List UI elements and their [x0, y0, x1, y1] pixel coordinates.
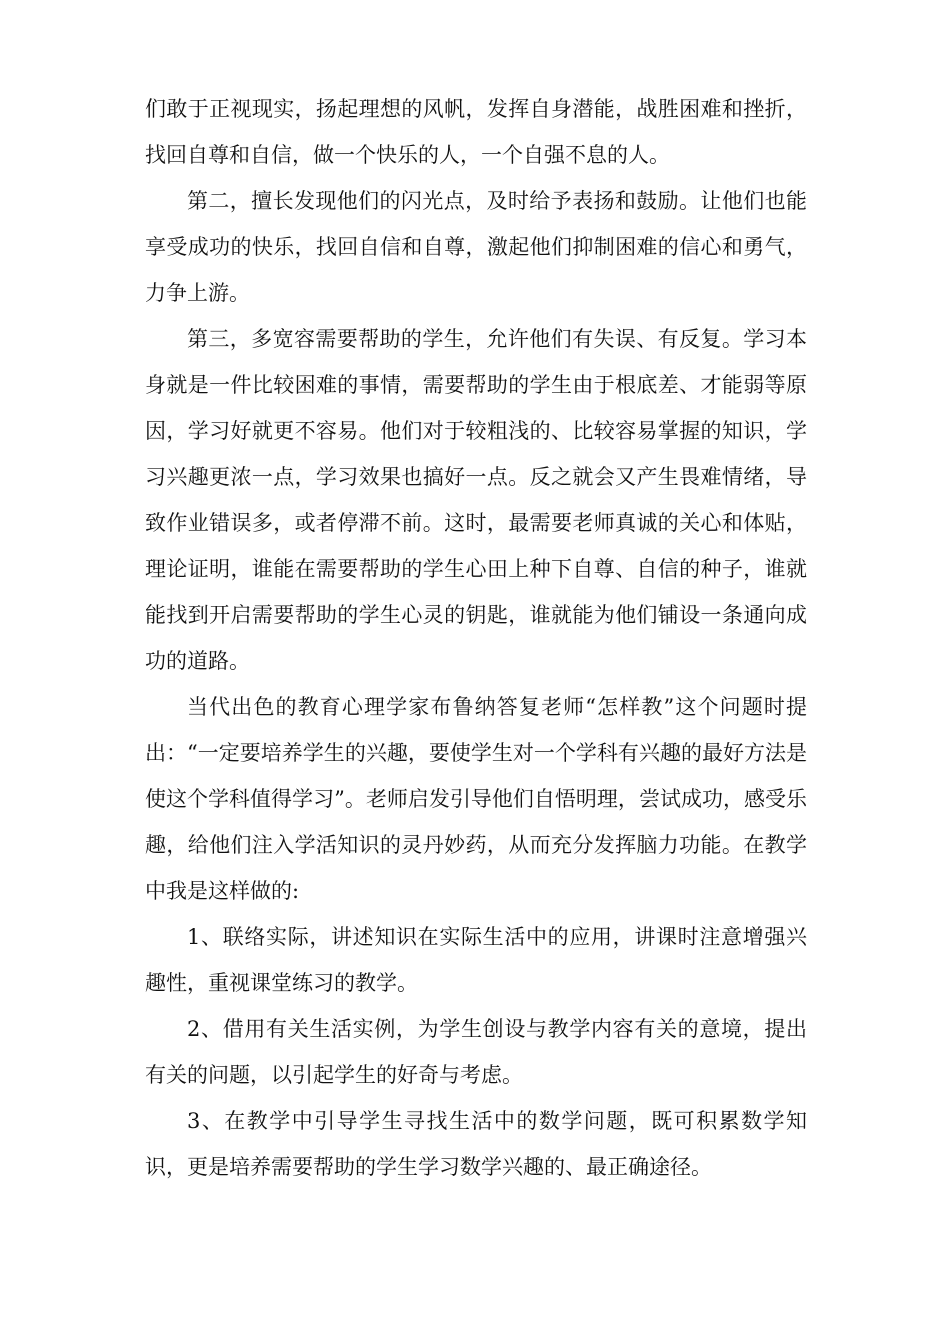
- list-item-1: 1、联络实际，讲述知识在实际生活中的应用，讲课时注意增强兴趣性，重视课堂练习的教学。: [145, 925, 807, 995]
- paragraph-4: 当代出色的教育心理学家布鲁纳答复老师“怎样教”这个问题时提出：“一定要培养学生的兴趣，要使学生对一个学科有兴趣的最好方法是使这个学科值得学习”。老师启发引导他们自悟明理，尝试成功，感受乐趣，给他们注入学活知识的灵丹妙药，从而充分发挥脑力功能。在教学中我是这样做的:: [145, 695, 807, 903]
- list-item-2: 2、借用有关生活实例，为学生创设与教学内容有关的意境，提出有关的问题，以引起学生的好奇与考虑。: [145, 1017, 807, 1087]
- paragraph-2: 第二，擅长发现他们的闪光点，及时给予表扬和鼓励。让他们也能享受成功的快乐，找回自信和自尊，激起他们抑制困难的信心和勇气，力争上游。: [145, 189, 807, 305]
- document-body: [145, 86, 807, 1190]
- list-item-3: 3、在教学中引导学生寻找生活中的数学问题，既可积累数学知识，更是培养需要帮助的学生学习数学兴趣的、最正确途径。: [145, 1109, 807, 1179]
- paragraph-1: 们敢于正视现实，扬起理想的风帆，发挥自身潜能，战胜困难和挫折，找回自尊和自信，做一个快乐的人，一个自强不息的人。: [145, 97, 807, 167]
- paragraph-3: 第三，多宽容需要帮助的学生，允许他们有失误、有反复。学习本身就是一件比较困难的事情，需要帮助的学生由于根底差、才能弱等原因，学习好就更不容易。他们对于较粗浅的、比较容易掌握的知识，学习兴趣更浓一点，学习效果也搞好一点。反之就会又产生畏难情绪，导致作业错误多，或者停滞不前。这时，最需要老师真诚的关心和体贴，理论证明，谁能在需要帮助的学生心田上种下自尊、自信的种子，谁就能找到开启需要帮助的学生心灵的钥匙，谁就能为他们铺设一条通向成功的道路。: [145, 327, 807, 673]
